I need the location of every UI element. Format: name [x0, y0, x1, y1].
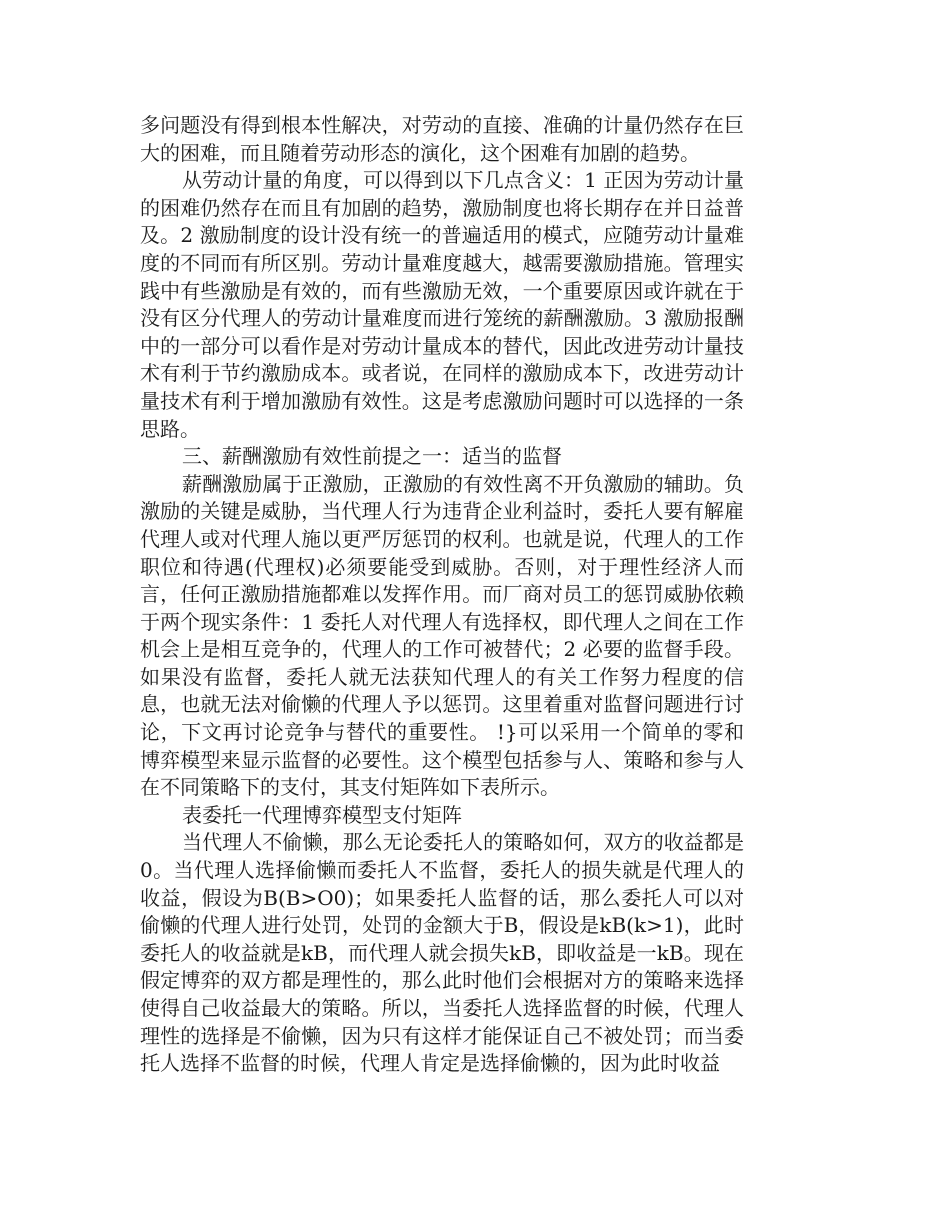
table-caption: 表委托一代理博弈模型支付矩阵 [182, 802, 462, 827]
paragraph-game-analysis: 当代理人不偷懒，那么无论委托人的策略如何，双方的收益都是0。当代理人选择偷懒而委托人不监督，委托人的损失就是代理人的收益，假设为B(B>O0)；如果委托人监督的话，那么委托人可以对偷懒的代理人进行处罚，处罚的金额大于B，假设是kB(k>1)，此时委托人的收益就是kB，而代理人就会损失kB，即收益是一kB。现在假定博弈的双方都是理性的，那么此时他们会根据对方的策略来选择使得自己收益最大的策略。所以，当委托人选择监督的时候，代理人理性的选择是不偷懒，因为只有这样才能保证自己不被处罚；而当委托人选择不监督的时候，代理人肯定是选择偷懒的，因为此时收益 [140, 830, 744, 1076]
paragraph-supervision: 薪酬激励属于正激励，正激励的有效性离不开负激励的辅助。负激励的关键是威胁，当代理人行为违背企业利益时，委托人要有解雇代理人或对代理人施以更严厉惩罚的权利。也就是说，代理人的工作职位和待遇(代理权)必须要能受到威胁。否则，对于理性经济人而言，任何正激励措施都难以发挥作用。而厂商对员工的惩罚威胁依赖于两个现实条件：1 委托人对代理人有选择权，即代理人之间在工作机会上是相互竞争的，代理人的工作可被替代；2 必要的监督手段。如果没有监督，委托人就无法获知代理人的有关工作努力程度的信息，也就无法对偷懒的代理人予以惩罚。这里着重对监督问题进行讨论，下文再讨论竞争与替代的重要性。 !}可以采用一个简单的零和博弈模型来显示监督的必要性。这个模型包括参与人、策略和参与人在不同策略下的支付，其支付矩阵如下表所示。 [140, 471, 744, 800]
paragraph-continuation: 多问题没有得到根本性解决，对劳动的直接、准确的计量仍然存在巨大的困难，而且随着劳动形态的演化，这个困难有加剧的趋势。 [140, 113, 744, 165]
document-body [140, 112, 744, 1078]
section-heading: 三、薪酬激励有效性前提之一：适当的监督 [182, 444, 562, 469]
paragraph-labor-measurement: 从劳动计量的角度，可以得到以下几点含义：1 正因为劳动计量的困难仍然存在而且有加剧的趋势，激励制度也将长期存在并日益普及。2 激励制度的设计没有统一的普遍适用的模式，应随劳动计量难度的不同而有所区别。劳动计量难度越大，越需要激励措施。管理实践中有些激励是有效的，而有些激励无效，一个重要原因或许就在于没有区分代理人的劳动计量难度而进行笼统的薪酬激励。3 激励报酬中的一部分可以看作是对劳动计量成本的替代，因此改进劳动计量技术有利于节约激励成本。或者说，在同样的激励成本下，改进劳动计量技术有利于增加激励有效性。这是考虑激励问题时可以选择的一条思路。 [140, 168, 744, 441]
